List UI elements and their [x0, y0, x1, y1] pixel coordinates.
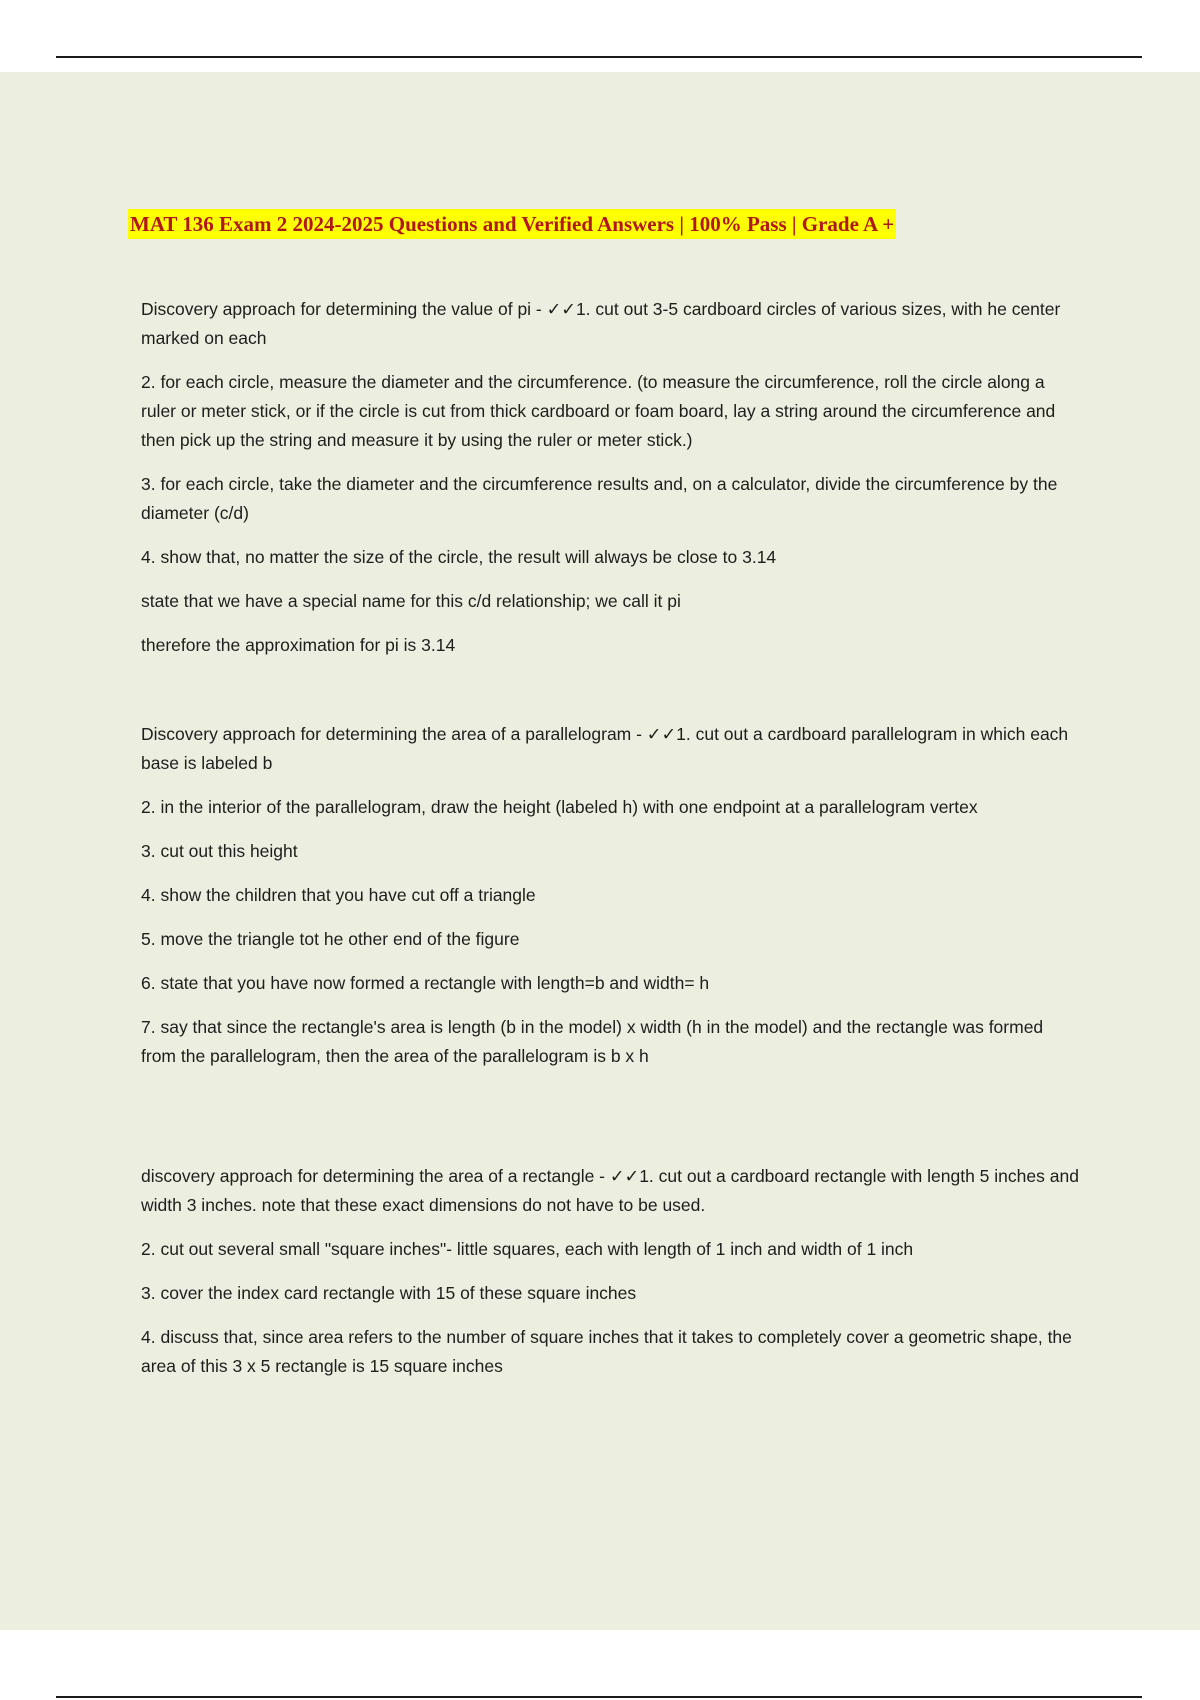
paragraph: 4. show that, no matter the size of the circle, the result will always be close to 3.14 [141, 547, 777, 567]
section-rectangle [141, 1162, 1081, 1396]
paragraph: discovery approach for determining the area of a rectangle - ✓✓1. cut out a cardboard rectangle with length 5 inches and width 3 inches. note that these exact dimensions do not have to be used. [141, 1166, 1079, 1215]
paragraph: 4. show the children that you have cut off a triangle [141, 885, 536, 905]
document-title: MAT 136 Exam 2 2024-2025 Questions and Verified Answers | 100% Pass | Grade A + [128, 209, 896, 239]
paragraph: 2. cut out several small "square inches"- little squares, each with length of 1 inch and width of 1 inch [141, 1239, 914, 1259]
paragraph: 3. cut out this height [141, 841, 298, 861]
paragraph: therefore the approximation for pi is 3.14 [141, 635, 456, 655]
paragraph: 2. in the interior of the parallelogram, draw the height (labeled h) with one endpoint at a parallelogram vertex [141, 797, 978, 817]
paragraph: 4. discuss that, since area refers to the number of square inches that it takes to completely cover a geometric shape, the area of this 3 x 5 rectangle is 15 square inches [141, 1327, 1072, 1376]
paragraph: 2. for each circle, measure the diameter and the circumference. (to measure the circumference, roll the circle along a ruler or meter stick, or if the circle is cut from thick cardboard or foam board, lay a string around the circumference and then pick up the string and measure it by using the ruler or meter stick.) [141, 372, 1056, 450]
paragraph: state that we have a special name for this c/d relationship; we call it pi [141, 591, 681, 611]
section-pi [141, 295, 1081, 675]
top-rule [56, 56, 1142, 58]
paragraph: 5. move the triangle tot he other end of the figure [141, 929, 520, 949]
paragraph: Discovery approach for determining the area of a parallelogram - ✓✓1. cut out a cardboard parallelogram in which each base is labeled b [141, 724, 1069, 773]
bottom-rule [56, 1696, 1142, 1698]
paragraph: Discovery approach for determining the value of pi - ✓✓1. cut out 3-5 cardboard circles of various sizes, with he center marked on each [141, 299, 1061, 348]
paragraph: 7. say that since the rectangle's area is length (b in the model) x width (h in the model) and the rectangle was formed from the parallelogram, then the area of the parallelogram is b x h [141, 1017, 1044, 1066]
paragraph: 3. cover the index card rectangle with 15 of these square inches [141, 1283, 637, 1303]
paragraph: 3. for each circle, take the diameter and the circumference results and, on a calculator, divide the circumference by the diameter (c/d) [141, 474, 1058, 523]
section-parallelogram [141, 720, 1081, 1086]
paragraph: 6. state that you have now formed a rectangle with length=b and width= h [141, 973, 710, 993]
